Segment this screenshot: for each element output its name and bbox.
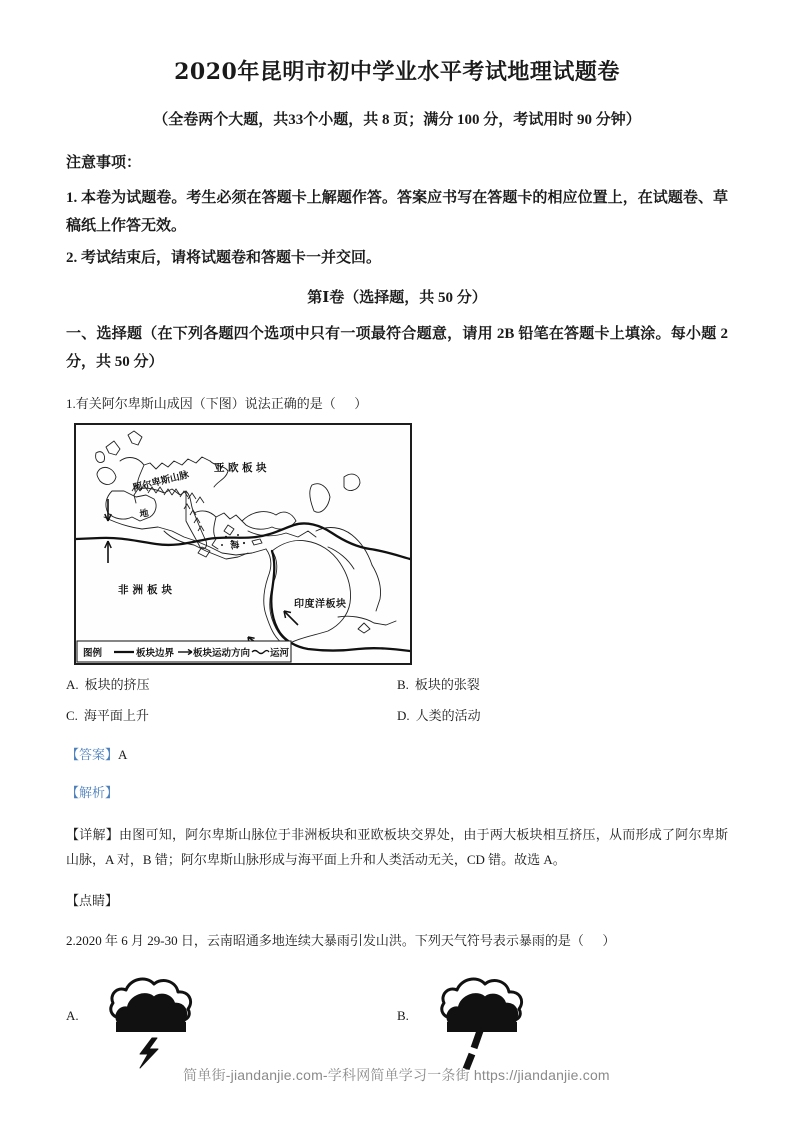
paper-section-heading: 第Ⅰ卷（选择题，共 50 分）: [307, 290, 487, 307]
question-1-option-c[interactable]: [66, 706, 397, 727]
option-b-label: B.: [397, 676, 409, 692]
question-1-options-row-1: [66, 675, 728, 696]
question-2-stem-close: ）: [602, 932, 616, 948]
notice-item-1: 1. 本卷为试题卷。考生必须在答题卡上解题作答。答案应书写在答题卡的相应位置上，在试题卷、草稿纸上作答无效。: [66, 190, 728, 234]
page-title: 2020年昆明市初中学业水平考试地理试题卷: [174, 59, 620, 85]
legend-boundary: 板块边界: [136, 647, 175, 659]
analysis-tag: 【解析】: [66, 785, 119, 801]
question-1-figure: [74, 423, 728, 665]
thunderstorm-icon: [96, 970, 206, 1070]
option-a-text: 板块的挤压: [84, 676, 150, 692]
question-2-stem: [66, 930, 728, 952]
question-2-option-b[interactable]: [397, 970, 728, 1075]
label-eurasian-plate: 亚欧板块: [214, 461, 270, 474]
label-indian-plate: 印度洋板块: [294, 598, 347, 610]
question-1-options-row-2: [66, 706, 728, 727]
option-c-label: C.: [66, 707, 78, 723]
section-lead-text: 一、选择题（在下列各题四个选项中只有一项最符合题意，请用 2B 铅笔在答题卡上填涂。每小题 2 分，共 50 分）: [66, 326, 728, 371]
question-1-analysis: [66, 783, 728, 804]
lightning-bolt: [140, 1038, 158, 1068]
option-b-text: 板块的张裂: [414, 676, 480, 692]
question-1-option-d[interactable]: [397, 706, 728, 727]
dianjing-tag: 【点睛】: [66, 892, 119, 908]
label-mediterranean: 地: [139, 508, 150, 520]
label-african-plate: 非洲板块: [118, 583, 176, 596]
question-1-option-a[interactable]: [66, 675, 397, 696]
detail-text: 由图可知，阿尔卑斯山脉位于非洲板块和亚欧板块交界处，由于两大板块相互挤压，从而形成了阿尔卑斯山脉，A 对，B 错；阿尔卑斯山脉形成与海平面上升和人类活动无关，CD 错。故选 A。: [66, 827, 728, 868]
legend-title: 图例: [83, 647, 103, 659]
heavy-rain-icon: [427, 970, 537, 1070]
question-2-options-row: [66, 970, 728, 1075]
question-2-answer-blank: [584, 933, 603, 948]
detail-tag: 【详解】: [66, 827, 119, 843]
label-alps: 阿尔卑斯山脉: [132, 469, 191, 494]
option-c-text: 海平面上升: [83, 707, 149, 723]
question-1-stem-close: ）: [354, 395, 368, 411]
legend-canal: 运河: [270, 647, 290, 659]
option-d-label: D.: [397, 707, 410, 723]
plate-tectonics-map: [74, 423, 412, 665]
footer-watermark: 简单街-jiandanjie.com-学科网简单学习一条街 https://jiandanjie.com: [183, 1067, 610, 1083]
option-d-text: 人类的活动: [415, 707, 481, 723]
option-a-label: A.: [66, 1007, 79, 1023]
notice-heading: 注意事项：: [66, 155, 142, 172]
map-drawing: [76, 425, 410, 663]
question-2-option-a[interactable]: [66, 970, 397, 1075]
question-2-stem-text: 2.2020 年 6 月 29-30 日，云南昭通多地连续大暴雨引发山洪。下列天气符号表示暴雨的是（: [66, 932, 584, 948]
question-1-stem: [66, 393, 728, 415]
document-subtitle: （全卷两个大题，共33个小题，共 8 页；满分 100 分，考试用时 90 分钟）: [153, 111, 641, 128]
option-b-label: B.: [397, 1007, 409, 1023]
document-content: [66, 58, 728, 1075]
question-1-answer-blank: [336, 396, 355, 411]
label-sea: 海: [229, 540, 241, 552]
option-a-label: A.: [66, 676, 79, 692]
question-1-answer: [66, 745, 728, 766]
question-1-dianjing: [66, 891, 728, 912]
question-1-option-b[interactable]: [397, 675, 728, 696]
answer-value: A: [118, 746, 128, 762]
legend-motion: 板块运动方向: [193, 647, 251, 659]
notice-item-2: 2. 考试结束后，请将试题卷和答题卡一并交回。: [66, 249, 382, 266]
answer-tag: 【答案】: [66, 746, 119, 762]
map-legend: [77, 641, 291, 662]
question-1-stem-text: 1.有关阿尔卑斯山成因（下图）说法正确的是（: [66, 395, 336, 411]
rain-streak: [466, 1028, 481, 1069]
question-1-detail: [66, 822, 728, 873]
